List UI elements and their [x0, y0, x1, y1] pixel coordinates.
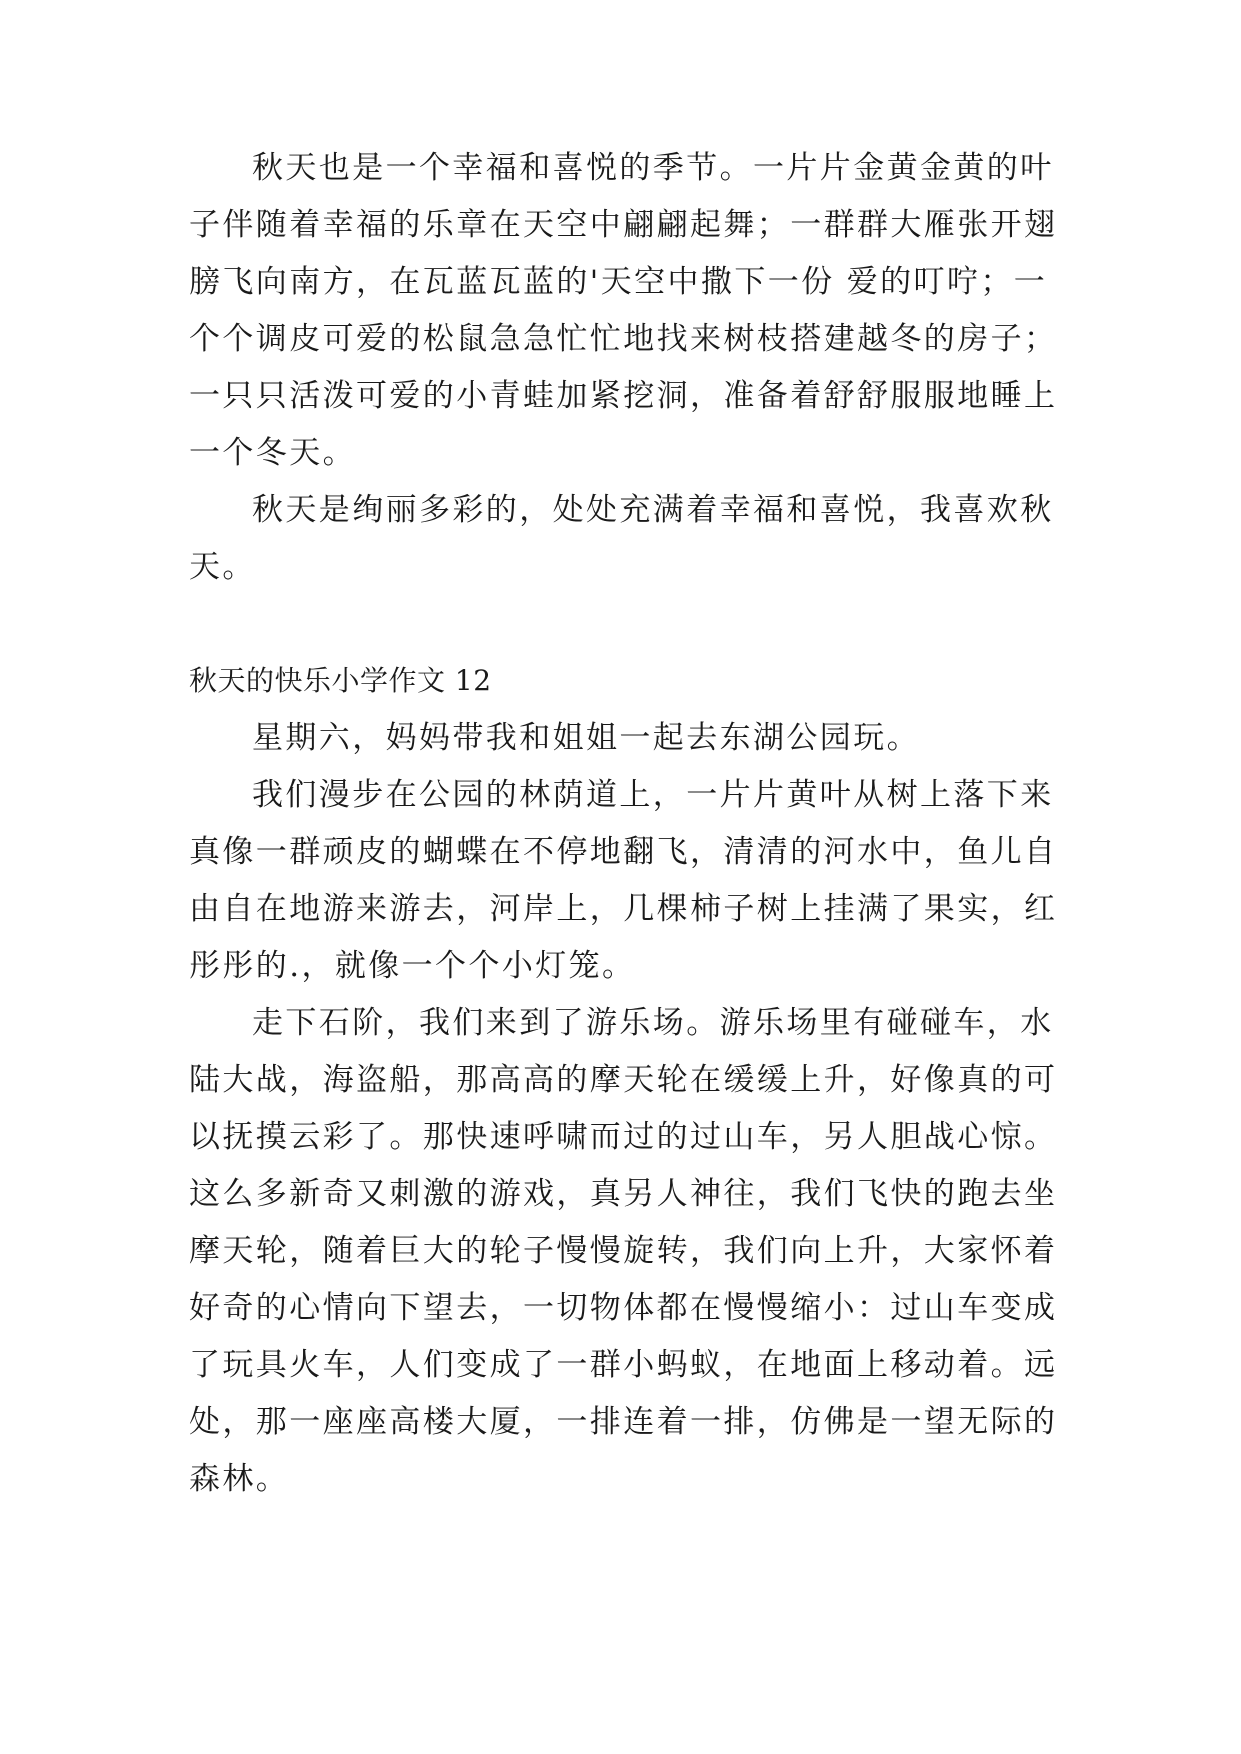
paragraph-line: 处，那一座座高楼大厦，一排连着一排，仿佛是一望无际的 — [189, 1404, 1058, 1440]
paragraph-line: 个个调皮可爱的松鼠急急忙忙地找来树枝搭建越冬的房子； — [189, 321, 1058, 357]
paragraph-line: 秋天也是一个幸福和喜悦的季节。一片片金黄金黄的叶 — [252, 150, 1054, 186]
paragraph-line: 一只只活泼可爱的小青蛙加紧挖洞，准备着舒舒服服地睡上 — [189, 378, 1058, 414]
paragraph-line: 一个冬天。 — [189, 435, 356, 471]
paragraph-line: 我们漫步在公园的林荫道上，一片片黄叶从树上落下来 — [252, 777, 1054, 813]
paragraph-line: 真像一群顽皮的蝴蝶在不停地翻飞，清清的河水中，鱼儿自 — [189, 834, 1058, 870]
paragraph-line: 摩天轮，随着巨大的轮子慢慢旋转，我们向上升，大家怀着 — [189, 1233, 1058, 1269]
paragraph-line: 秋天是绚丽多彩的，处处充满着幸福和喜悦，我喜欢秋 — [252, 492, 1054, 528]
paragraph-line: 以抚摸云彩了。那快速呼啸而过的过山车，另人胆战心惊。 — [189, 1119, 1058, 1155]
paragraph-line: 彤彤的.，就像一个个小灯笼。 — [189, 948, 636, 984]
paragraph-line: 陆大战，海盗船，那高高的摩天轮在缓缓上升，好像真的可 — [189, 1062, 1058, 1098]
paragraph-line: 森林。 — [189, 1461, 290, 1497]
paragraph-line: 星期六，妈妈带我和姐姐一起去东湖公园玩。 — [252, 720, 920, 756]
paragraph-line: 膀飞向南方，在瓦蓝瓦蓝的'天空中撒下一份 爱的叮咛；一 — [189, 264, 1048, 300]
paragraph-line: 由自在地游来游去，河岸上，几棵柿子树上挂满了果实，红 — [189, 891, 1058, 927]
essay-title: 秋天的快乐小学作文 12 — [189, 664, 492, 697]
paragraph-line: 天。 — [189, 549, 256, 585]
paragraph-line: 子伴随着幸福的乐章在天空中翩翩起舞；一群群大雁张开翅 — [189, 207, 1058, 243]
paragraph-line: 好奇的心情向下望去，一切物体都在慢慢缩小：过山车变成 — [189, 1290, 1058, 1326]
paragraph-line: 了玩具火车，人们变成了一群小蚂蚁，在地面上移动着。远 — [189, 1347, 1058, 1383]
paragraph-line: 走下石阶，我们来到了游乐场。游乐场里有碰碰车，水 — [252, 1005, 1054, 1041]
paragraph-line: 这么多新奇又刺激的游戏，真另人神往，我们飞快的跑去坐 — [189, 1176, 1058, 1212]
